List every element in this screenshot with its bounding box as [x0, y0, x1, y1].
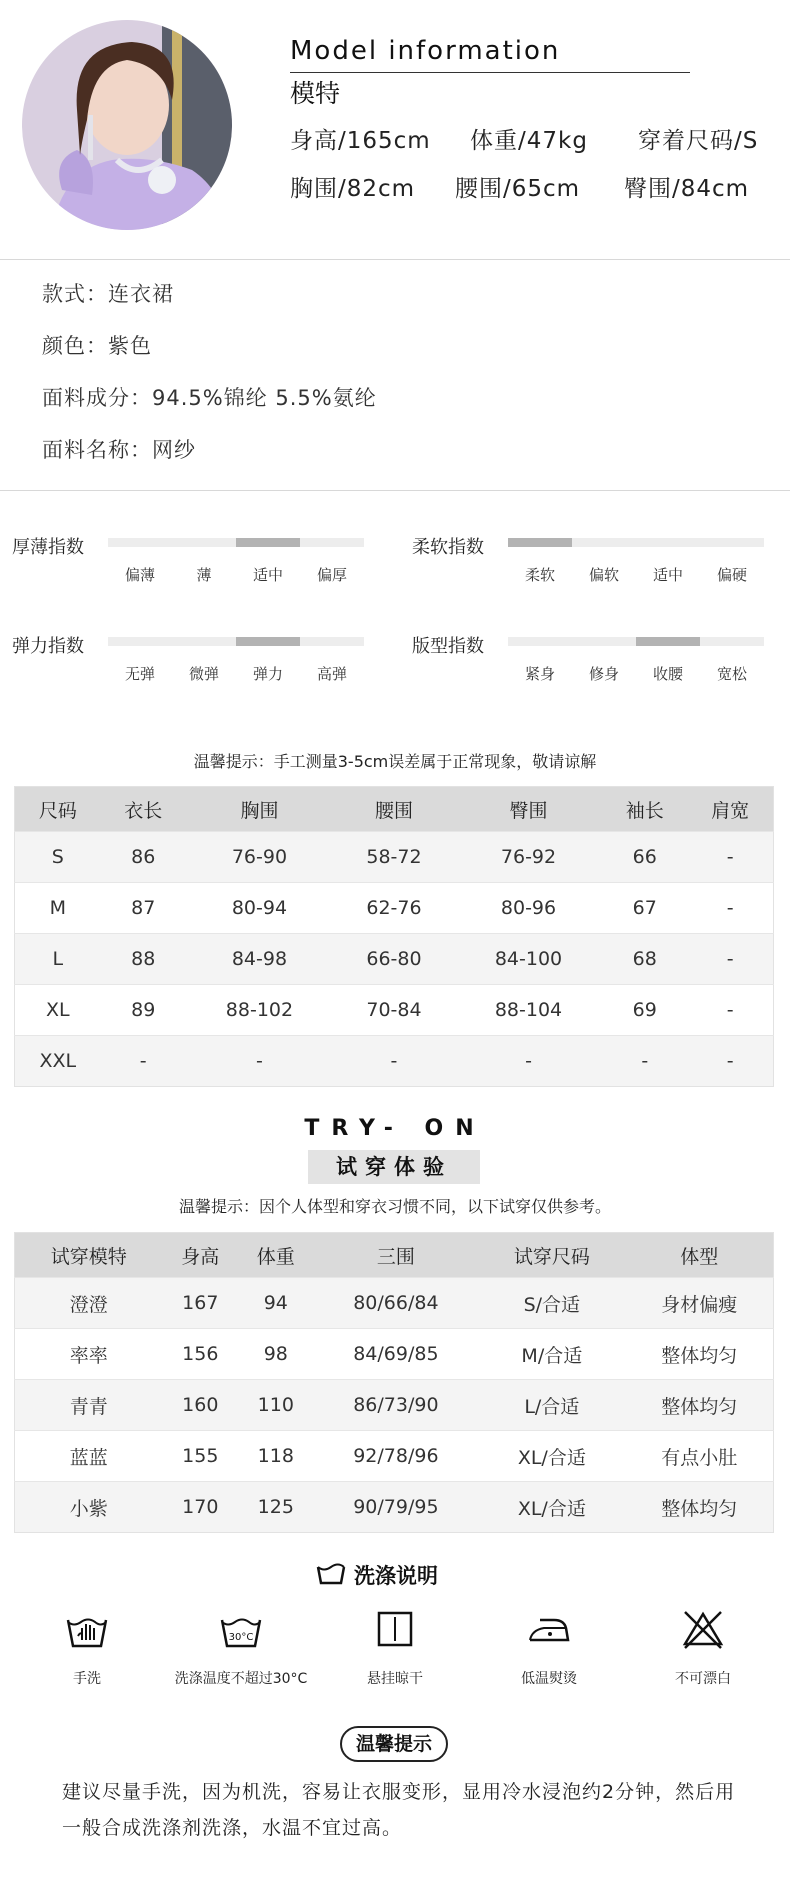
model-bust: 胸围/82cm	[290, 176, 416, 202]
index-fit-label: 版型指数	[412, 636, 484, 657]
model-size: 穿着尺码/S	[638, 128, 759, 154]
table-cell: -	[333, 1036, 455, 1087]
table-cell: 160	[163, 1380, 238, 1431]
table-row	[15, 1036, 774, 1087]
table-cell: 89	[101, 985, 186, 1036]
hand-wash-icon	[64, 1606, 110, 1652]
column-header: 体型	[625, 1233, 773, 1278]
care-label: 低温熨烫	[521, 1671, 577, 1687]
low-iron-icon	[526, 1606, 572, 1652]
wash-temp-icon	[218, 1606, 264, 1652]
table-row	[15, 832, 774, 883]
table-cell: 92/78/96	[314, 1431, 479, 1482]
table-row	[15, 883, 774, 934]
index-thickness-track	[108, 538, 364, 547]
index-option: 弹力	[252, 665, 283, 683]
size-chart-header-row	[15, 787, 774, 832]
table-cell: -	[186, 1036, 333, 1087]
table-cell: 110	[238, 1380, 313, 1431]
wash-title: 洗涤说明	[354, 1564, 438, 1588]
try-on-header-row	[15, 1233, 774, 1278]
table-cell: -	[101, 1036, 186, 1087]
model-avatar	[22, 20, 232, 230]
table-row	[15, 1278, 774, 1329]
table-cell: 98	[238, 1329, 313, 1380]
index-option: 无弹	[124, 665, 155, 683]
table-cell: 86/73/90	[314, 1380, 479, 1431]
table-cell: S	[15, 832, 101, 883]
care-label: 手洗	[73, 1671, 101, 1687]
table-cell: -	[687, 832, 773, 883]
table-cell: L/合适	[478, 1380, 625, 1431]
index-softness-options	[508, 564, 764, 585]
try-on-tip: 温馨提示：因个人体型和穿衣习惯不同，以下试穿仅供参考。	[178, 1197, 611, 1216]
table-cell: XL/合适	[478, 1482, 625, 1533]
care-item-hand-wash	[17, 1606, 157, 1688]
table-cell: -	[687, 1036, 773, 1087]
try-on-title-en: TRY- ON	[304, 1116, 486, 1141]
table-cell: 80-94	[186, 883, 333, 934]
table-cell: M	[15, 883, 101, 934]
care-item-hang-dry	[325, 1606, 465, 1688]
table-cell: 94	[238, 1278, 313, 1329]
index-fit-options	[508, 663, 764, 684]
detail-style: 款式：连衣裙	[42, 282, 174, 306]
index-elasticity-track	[108, 637, 364, 646]
index-option: 适中	[252, 566, 283, 584]
index-elasticity-label: 弹力指数	[12, 636, 84, 657]
model-subheading: 模特	[290, 79, 341, 108]
column-header: 袖长	[602, 787, 687, 832]
index-option: 紧身	[524, 665, 555, 683]
table-cell: 66	[602, 832, 687, 883]
divider	[0, 259, 790, 260]
index-thickness-fill	[236, 538, 300, 547]
table-cell: 76-92	[455, 832, 602, 883]
index-option: 修身	[588, 665, 619, 683]
table-cell: -	[687, 934, 773, 985]
table-cell: 125	[238, 1482, 313, 1533]
table-cell: XXL	[15, 1036, 101, 1087]
table-cell: 整体均匀	[625, 1482, 773, 1533]
table-row	[15, 934, 774, 985]
table-cell: 青青	[15, 1380, 163, 1431]
table-row	[15, 985, 774, 1036]
index-option: 偏硬	[716, 566, 747, 584]
care-item-low-iron	[479, 1606, 619, 1688]
table-cell: 80-96	[455, 883, 602, 934]
index-thickness-label: 厚薄指数	[12, 537, 84, 558]
notice-title: 温馨提示	[340, 1726, 448, 1762]
table-cell: 88-102	[186, 985, 333, 1036]
table-cell: 62-76	[333, 883, 455, 934]
index-fit-fill	[636, 637, 700, 646]
detail-fabric-name: 面料名称：网纱	[42, 438, 196, 462]
table-cell: 84-100	[455, 934, 602, 985]
table-cell: -	[687, 883, 773, 934]
model-hip: 臀围/84cm	[624, 176, 750, 202]
table-cell: 69	[602, 985, 687, 1036]
care-item-no-bleach	[633, 1606, 773, 1688]
column-header: 试穿模特	[15, 1233, 163, 1278]
model-weight: 体重/47kg	[470, 128, 588, 154]
care-label: 不可漂白	[675, 1671, 731, 1687]
table-cell: -	[455, 1036, 602, 1087]
index-softness-label: 柔软指数	[412, 537, 484, 558]
table-cell: XL/合适	[478, 1431, 625, 1482]
table-cell: 整体均匀	[625, 1329, 773, 1380]
no-bleach-icon	[680, 1606, 726, 1652]
table-cell: -	[602, 1036, 687, 1087]
index-option: 收腰	[652, 665, 683, 683]
table-cell: 170	[163, 1482, 238, 1533]
hang-dry-icon	[372, 1606, 418, 1652]
table-row	[15, 1329, 774, 1380]
care-label: 洗涤温度不超过30°C	[174, 1671, 308, 1687]
table-cell: 68	[602, 934, 687, 985]
table-cell: M/合适	[478, 1329, 625, 1380]
column-header: 尺码	[15, 787, 101, 832]
table-cell: XL	[15, 985, 101, 1036]
column-header: 胸围	[186, 787, 333, 832]
table-cell: 身材偏瘦	[625, 1278, 773, 1329]
column-header: 试穿尺码	[478, 1233, 625, 1278]
index-elasticity-fill	[236, 637, 300, 646]
table-cell: 84/69/85	[314, 1329, 479, 1380]
index-option: 柔软	[524, 566, 555, 584]
model-heading: Model information	[290, 36, 561, 66]
wash-temp-text: 30°C	[228, 1632, 254, 1643]
table-cell: 87	[101, 883, 186, 934]
table-cell: 76-90	[186, 832, 333, 883]
table-row	[15, 1431, 774, 1482]
table-cell: 84-98	[186, 934, 333, 985]
column-header: 肩宽	[687, 787, 773, 832]
index-option: 高弹	[316, 665, 347, 683]
divider	[0, 490, 790, 491]
table-row	[15, 1482, 774, 1533]
column-header: 腰围	[333, 787, 455, 832]
column-header: 三围	[314, 1233, 479, 1278]
wash-section-title	[316, 1560, 438, 1590]
index-option: 宽松	[716, 665, 747, 683]
table-cell: 90/79/95	[314, 1482, 479, 1533]
table-cell: L	[15, 934, 101, 985]
detail-composition: 面料成分：94.5%锦纶 5.5%氨纶	[42, 386, 377, 410]
table-cell: S/合适	[478, 1278, 625, 1329]
model-photo	[22, 20, 232, 230]
table-row	[15, 1380, 774, 1431]
care-label: 悬挂晾干	[367, 1671, 423, 1687]
table-cell: 70-84	[333, 985, 455, 1036]
table-cell: 118	[238, 1431, 313, 1482]
column-header: 衣长	[101, 787, 186, 832]
index-option: 偏厚	[316, 566, 347, 584]
column-header: 体重	[238, 1233, 313, 1278]
index-elasticity-options	[108, 663, 364, 684]
care-icons-row	[0, 1606, 790, 1688]
table-cell: 澄澄	[15, 1278, 163, 1329]
notice-text: 建议尽量手洗，因为机洗，容易让衣服变形，显用冷水浸泡约2分钟，然后用一般合成洗涤剂洗涤，水温不宜过高。	[62, 1781, 736, 1839]
table-cell: 156	[163, 1329, 238, 1380]
index-option: 微弹	[188, 665, 219, 683]
wash-basin-icon	[316, 1563, 346, 1587]
table-cell: 有点小肚	[625, 1431, 773, 1482]
index-option: 适中	[652, 566, 683, 584]
index-option: 薄	[196, 566, 212, 584]
index-option: 偏薄	[124, 566, 155, 584]
size-chart-table	[14, 786, 774, 1087]
model-heading-underline	[290, 72, 690, 73]
model-waist: 腰围/65cm	[455, 176, 581, 202]
table-cell: 80/66/84	[314, 1278, 479, 1329]
table-cell: 67	[602, 883, 687, 934]
try-on-table	[14, 1232, 774, 1533]
size-chart-tip: 温馨提示：手工测量3-5cm误差属于正常现象，敬请谅解	[193, 752, 597, 771]
column-header: 臀围	[455, 787, 602, 832]
model-height: 身高/165cm	[290, 128, 431, 154]
table-cell: 58-72	[333, 832, 455, 883]
table-cell: 小紫	[15, 1482, 163, 1533]
column-header: 身高	[163, 1233, 238, 1278]
try-on-title-cn: 试穿体验	[336, 1155, 452, 1179]
table-cell: 整体均匀	[625, 1380, 773, 1431]
table-cell: 155	[163, 1431, 238, 1482]
table-cell: 66-80	[333, 934, 455, 985]
table-cell: 167	[163, 1278, 238, 1329]
index-softness-fill	[508, 538, 572, 547]
index-fit-track	[508, 637, 764, 646]
table-cell: 率率	[15, 1329, 163, 1380]
care-item-wash-temp	[171, 1606, 311, 1688]
table-cell: 86	[101, 832, 186, 883]
table-cell: 蓝蓝	[15, 1431, 163, 1482]
table-cell: 88-104	[455, 985, 602, 1036]
detail-color: 颜色：紫色	[42, 334, 152, 358]
index-option: 偏软	[588, 566, 619, 584]
index-thickness-options	[108, 564, 364, 585]
index-softness-track	[508, 538, 764, 547]
table-cell: 88	[101, 934, 186, 985]
table-cell: -	[687, 985, 773, 1036]
